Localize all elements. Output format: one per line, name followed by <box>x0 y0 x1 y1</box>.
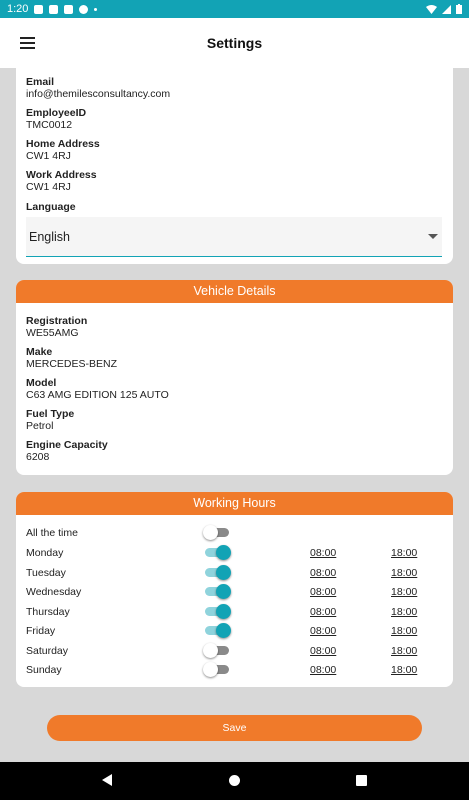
saturday-start-time[interactable]: 08:00 <box>310 645 337 657</box>
wifi-icon <box>426 5 437 14</box>
all-the-time-label: All the time <box>26 527 78 539</box>
page-title: Settings <box>206 35 263 51</box>
field-label: Engine Capacity <box>26 439 108 451</box>
field-value: TMC0012 <box>26 119 73 131</box>
tuesday-toggle[interactable] <box>203 565 231 580</box>
field-value: C63 AMG EDITION 125 AUTO <box>26 389 169 401</box>
day-label: Thursday <box>26 606 70 618</box>
app-bar <box>0 18 469 68</box>
day-row-wednesday <box>16 582 453 601</box>
monday-end-time[interactable]: 18:00 <box>391 547 418 559</box>
field-value: CW1 4RJ <box>26 181 71 193</box>
system-nav-bar <box>0 762 469 800</box>
monday-start-time[interactable]: 08:00 <box>310 547 337 559</box>
app-notification-icon-2 <box>79 5 88 14</box>
status-bar <box>0 0 469 18</box>
day-row-saturday <box>16 641 453 660</box>
friday-start-time[interactable]: 08:00 <box>310 625 337 637</box>
back-icon[interactable] <box>102 774 112 786</box>
vehicle-details-card <box>16 280 453 475</box>
working-hours-card <box>16 492 453 687</box>
fuel-type-field <box>16 408 74 432</box>
wednesday-start-time[interactable]: 08:00 <box>310 586 337 598</box>
friday-end-time[interactable]: 18:00 <box>391 625 418 637</box>
home-address-field <box>16 138 100 162</box>
friday-toggle[interactable] <box>203 623 231 638</box>
sunday-end-time[interactable]: 18:00 <box>391 664 418 676</box>
field-label: Registration <box>26 315 88 327</box>
field-label: Make <box>26 346 53 358</box>
engine-capacity-field <box>16 439 108 463</box>
day-row-monday <box>16 543 453 562</box>
saturday-end-time[interactable]: 18:00 <box>391 645 418 657</box>
day-label: Wednesday <box>26 586 82 598</box>
tuesday-end-time[interactable]: 18:00 <box>391 567 418 579</box>
thursday-end-time[interactable]: 18:00 <box>391 606 418 618</box>
employee-id-field <box>16 107 86 131</box>
field-value: WE55AMG <box>26 327 79 339</box>
day-label: Monday <box>26 547 64 559</box>
day-label: Saturday <box>26 645 69 657</box>
language-value: English <box>29 229 70 244</box>
vehicle-details-header: Vehicle Details <box>16 280 453 303</box>
tuesday-start-time[interactable]: 08:00 <box>310 567 337 579</box>
field-value: Petrol <box>26 420 54 432</box>
notification-icon <box>34 5 43 14</box>
day-row-sunday <box>16 660 453 679</box>
field-label: EmployeeID <box>26 107 87 119</box>
thursday-toggle[interactable] <box>203 604 231 619</box>
day-row-tuesday <box>16 563 453 582</box>
field-label: Fuel Type <box>26 408 75 420</box>
field-label: Model <box>26 377 57 389</box>
language-select[interactable] <box>26 217 442 257</box>
field-value: info@themilesconsultancy.com <box>26 88 171 100</box>
field-value: MERCEDES-BENZ <box>26 358 118 370</box>
field-value: 6208 <box>26 451 50 463</box>
profile-card <box>16 68 453 264</box>
home-icon[interactable] <box>229 775 240 786</box>
model-field <box>16 377 169 401</box>
working-hours-header: Working Hours <box>16 492 453 515</box>
day-label: Sunday <box>26 664 62 676</box>
menu-icon[interactable] <box>20 37 35 49</box>
app-notification-icon <box>64 5 73 14</box>
monday-toggle[interactable] <box>203 545 231 560</box>
settings-content[interactable] <box>0 68 469 762</box>
signal-icon <box>442 5 451 14</box>
dropdown-arrow-icon <box>428 234 438 239</box>
all-the-time-row <box>16 523 453 542</box>
wednesday-toggle[interactable] <box>203 584 231 599</box>
day-label: Tuesday <box>26 567 66 579</box>
day-label: Friday <box>26 625 56 637</box>
more-notifications-icon <box>94 8 97 11</box>
recent-apps-icon[interactable] <box>356 775 367 786</box>
battery-icon <box>456 4 462 14</box>
make-field <box>16 346 117 370</box>
sunday-toggle[interactable] <box>203 662 231 677</box>
all-the-time-toggle[interactable] <box>203 525 231 540</box>
email-field <box>16 76 170 100</box>
sunday-start-time[interactable]: 08:00 <box>310 664 337 676</box>
mic-notification-icon <box>49 5 58 14</box>
field-label: Home Address <box>26 138 100 150</box>
language-label: Language <box>26 201 76 213</box>
day-row-friday <box>16 621 453 640</box>
field-label: Email <box>26 76 55 88</box>
registration-field <box>16 315 87 339</box>
field-label: Work Address <box>26 169 97 181</box>
wednesday-end-time[interactable]: 18:00 <box>391 586 418 598</box>
field-value: CW1 4RJ <box>26 150 71 162</box>
save-button[interactable]: Save <box>47 715 422 741</box>
status-time: 1:20 <box>7 3 29 15</box>
day-row-thursday <box>16 602 453 621</box>
work-address-field <box>16 169 97 193</box>
thursday-start-time[interactable]: 08:00 <box>310 606 337 618</box>
saturday-toggle[interactable] <box>203 643 231 658</box>
